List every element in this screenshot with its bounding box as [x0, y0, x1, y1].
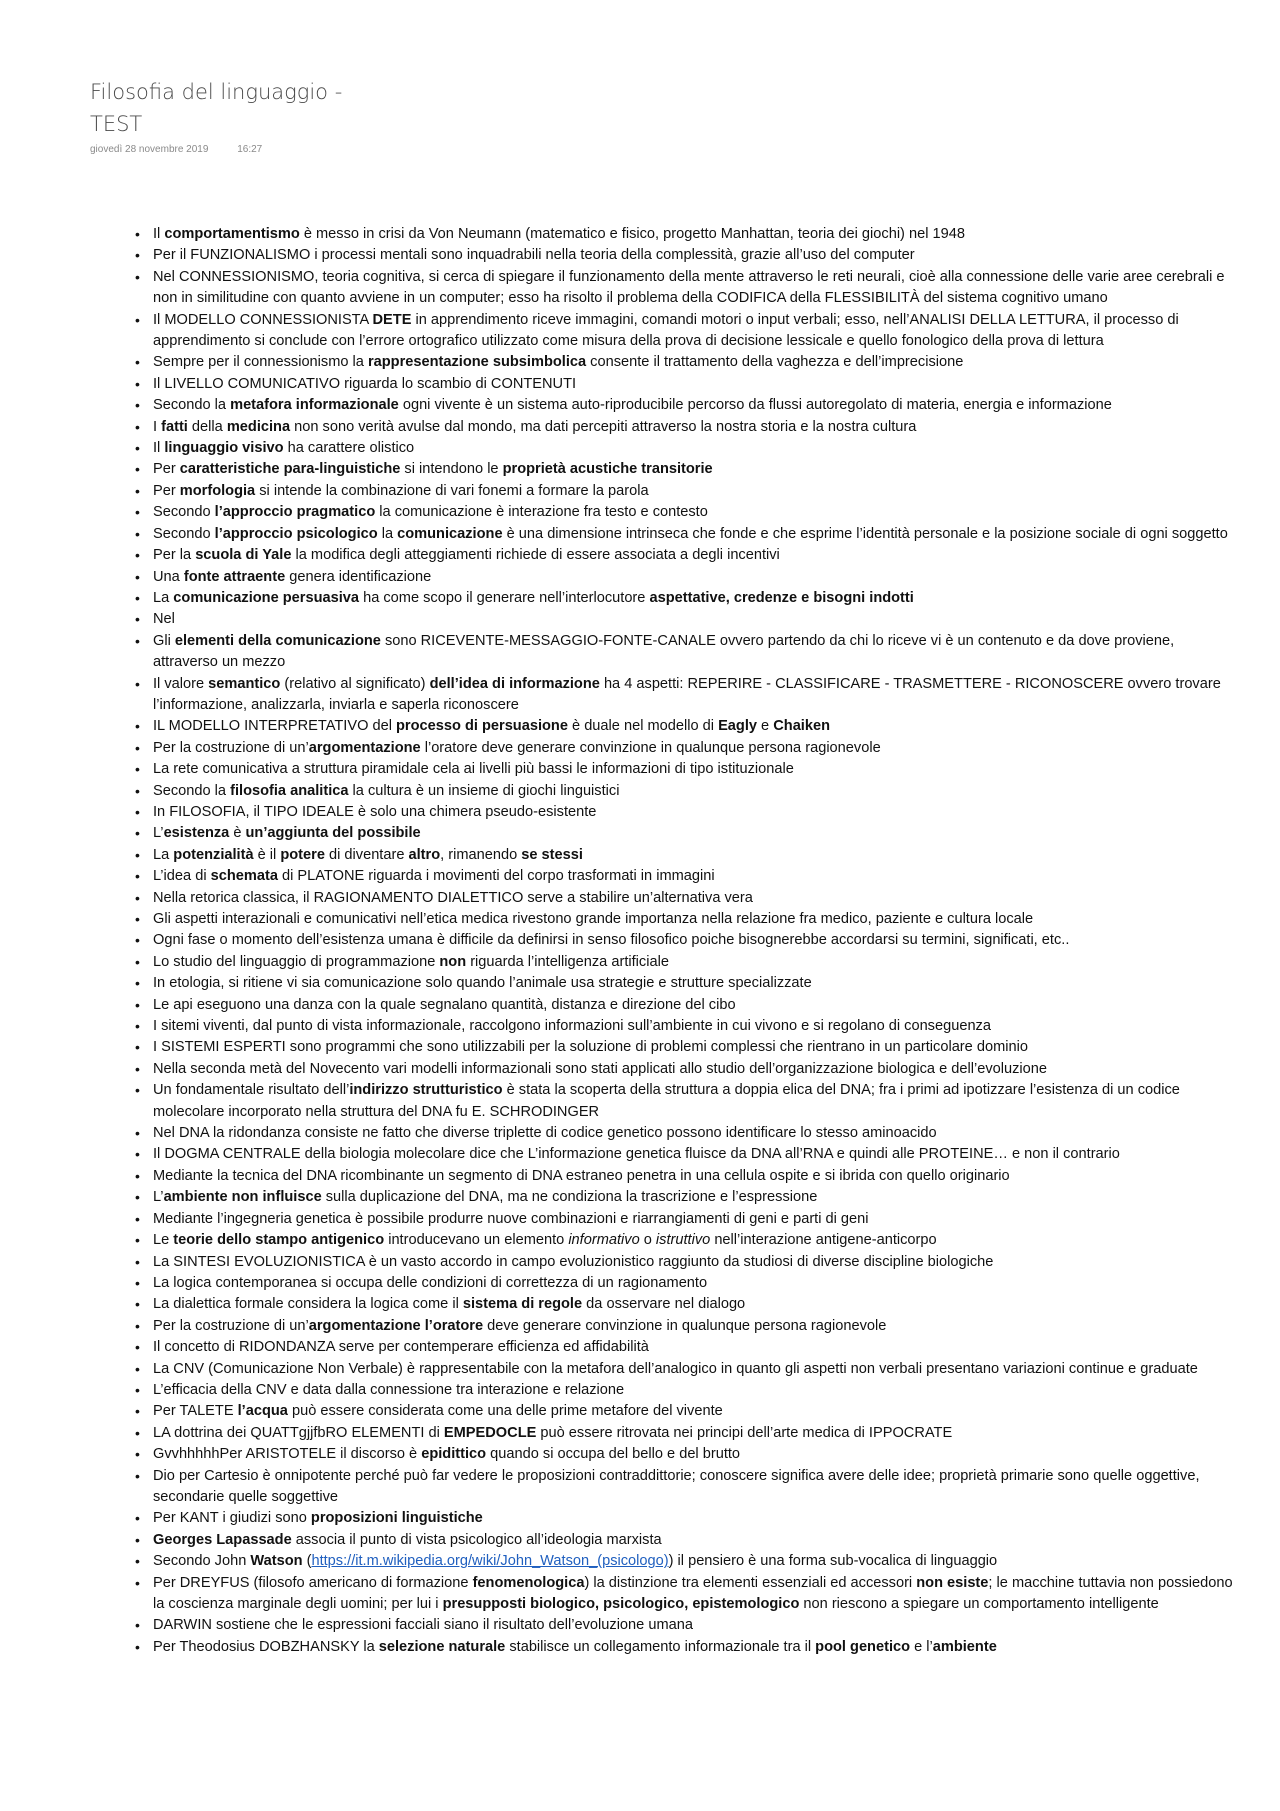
bold-text: rappresentazione subsimbolica: [367, 354, 587, 371]
notes-list: [135, 224, 1240, 1658]
note-text: La CNV (Comunicazione Non Verbale) è rappresentabile con la metafora dell’analogico in quanto gli aspetti non verbali presentano variazioni continue e graduate: [153, 1360, 1198, 1377]
note-item: [135, 1080, 1240, 1123]
note-text: Gli: [153, 632, 175, 649]
note-text: è una dimensione intrinseca che fonde e che esprime l’identità personale e la posizione sociale di ogni soggetto: [502, 525, 1228, 542]
note-text: può essere ritrovata nei principi dell’arte medica di IPPOCRATE: [536, 1424, 953, 1441]
note-item: [135, 1230, 1240, 1251]
note-text: Secondo: [153, 525, 215, 542]
note-text: genera identificazione: [285, 568, 432, 585]
bold-text: aspettative, credenze e bisogni indotti: [649, 589, 914, 606]
note-item: [135, 866, 1240, 887]
bold-text: ambiente non influisce: [163, 1189, 322, 1206]
note-text: L’: [153, 1189, 164, 1206]
page-title: Filosofia del linguaggio - TEST: [90, 80, 343, 136]
bold-text: non: [439, 953, 467, 970]
note-text: è duale nel modello di: [567, 718, 719, 735]
bold-text: elementi della comunicazione: [174, 632, 381, 649]
note-item: [135, 1466, 1240, 1509]
bold-text: medicina: [226, 418, 291, 435]
note-item: [135, 1016, 1240, 1037]
note-text: nell’interazione antigene-anticorpo: [710, 1232, 937, 1249]
note-text: Secondo: [153, 504, 215, 521]
bold-text: dell’idea di informazione: [429, 675, 600, 692]
bold-text: proposizioni linguistiche: [310, 1510, 483, 1527]
note-item: [135, 1294, 1240, 1315]
note-text: La SINTESI EVOLUZIONISTICA è un vasto accordo in campo evoluzionistico raggiunto da studiosi di diverse discipline biologiche: [153, 1253, 994, 1270]
bold-text: caratteristiche para-linguistiche: [179, 461, 401, 478]
note-item: [135, 1444, 1240, 1465]
note-item: [135, 1380, 1240, 1401]
bold-text: comunicazione: [397, 525, 503, 542]
note-text: La: [153, 589, 174, 606]
note-item: [135, 245, 1240, 266]
bold-text: teorie dello stampo antigenico: [173, 1232, 385, 1249]
note-text: Lo studio del linguaggio di programmazione: [153, 953, 440, 970]
note-item: [135, 1252, 1240, 1273]
note-time: 16:27: [237, 144, 263, 155]
bold-text: se stessi: [521, 846, 583, 863]
note-item: [135, 909, 1240, 930]
note-item: [135, 1551, 1240, 1572]
note-text: , rimanendo: [440, 846, 522, 863]
note-item: [135, 1573, 1240, 1616]
note-item: [135, 930, 1240, 951]
note-text: I SISTEMI ESPERTI sono programmi che sono utilizzabili per la soluzione di problemi complessi che rientrano in un particolare dominio: [153, 1039, 1028, 1056]
note-text: si intende la combinazione di vari fonemi a formare la parola: [255, 482, 649, 499]
note-text: è stata la scoperta della struttura a doppia elica del DNA; fra i primi ad ipotizzare l’esistenza di un codice molecolare incorporato nella struttura del DNA fu E. SCHRODINGER: [153, 1082, 1180, 1120]
note-text: Nel CONNESSIONISMO, teoria cognitiva, si cerca di spiegare il funzionamento della mente attraverso le reti neurali, cioè alla connessione delle varie aree cerebrali e non in similitudine con quanto avviene in un computer; esso ha risolto il problema della CODIFICA della FLESSIBILITÀ del sistema cognitivo umano: [153, 268, 1225, 307]
bold-text: potenzialità: [173, 846, 254, 863]
note-item: [135, 1166, 1240, 1187]
note-text: L’efficacia della CNV e data dalla connessione tra interazione e relazione: [153, 1381, 625, 1398]
bold-text: fatti: [161, 418, 188, 435]
note-item: [135, 1144, 1240, 1165]
note-item: [135, 224, 1240, 245]
note-text: Nella seconda metà del Novecento vari modelli informazionali sono stati applicati allo studio dell’organizzazione biologica e dell’evoluzione: [153, 1060, 1047, 1077]
bold-text: l’acqua: [237, 1403, 288, 1420]
note-text: non sono verità avulse dal mondo, ma dati percepiti attraverso la nostra storia e la nostra cultura: [290, 418, 917, 435]
note-item: [135, 1187, 1240, 1208]
note-text: Gli aspetti interazionali e comunicativi nell’etica medica rivestono grande importanza nella relazione fra medico, paziente e cultura locale: [153, 911, 1034, 927]
note-item: [135, 1637, 1240, 1658]
note-text: Per TALETE: [153, 1403, 238, 1420]
bold-text: un’aggiunta del possibile: [245, 825, 421, 842]
note-text: Per: [153, 482, 180, 499]
note-text: Per Theodosius DOBZHANSKY la: [153, 1638, 379, 1655]
note-text: o: [639, 1232, 656, 1249]
bold-text: argomentazione l’oratore: [308, 1317, 484, 1334]
italic-text: istruttivo: [655, 1232, 711, 1249]
bold-text: ambiente: [932, 1638, 997, 1655]
note-text: e: [757, 718, 774, 735]
note-text: I sitemi viventi, dal punto di vista informazionale, raccolgono informazioni sull’ambiente in cui vivono e si regolano di conseguenza: [153, 1018, 991, 1035]
note-item: [135, 374, 1240, 395]
note-item: [135, 973, 1240, 994]
note-timestamp: [90, 144, 262, 155]
note-item: [135, 1423, 1240, 1444]
note-text: Per KANT i giudizi sono: [153, 1510, 311, 1527]
note-text: Il valore: [153, 675, 209, 692]
note-text: Nel: [153, 611, 175, 628]
note-item: [135, 609, 1240, 630]
note-text: ha carattere olistico: [283, 440, 415, 457]
note-text: di PLATONE riguarda i movimenti del corpo trasformati in immagini: [277, 868, 715, 885]
wikipedia-link[interactable]: https://it.m.wikipedia.org/wiki/John_Watson_(psicologo): [311, 1553, 669, 1570]
note-text: associa il punto di vista psicologico all’ideologia marxista: [291, 1531, 662, 1548]
note-text: (relativo al significato): [280, 675, 430, 692]
note-text: quando si occupa del bello e del brutto: [486, 1446, 741, 1463]
note-item: [135, 738, 1240, 759]
note-item: [135, 781, 1240, 802]
note-text: Secondo la: [153, 782, 231, 799]
bold-text: scuola di Yale: [195, 547, 292, 564]
note-text: Il MODELLO CONNESSIONISTA: [153, 311, 373, 328]
note-text: stabilisce un collegamento informazionale tra il: [505, 1638, 816, 1655]
note-text: non riescono a spiegare un comportamento intelligente: [799, 1596, 1159, 1612]
note-text: ) il pensiero è una forma sub-vocalica di linguaggio: [668, 1553, 998, 1570]
note-item: [135, 1316, 1240, 1337]
note-text: L’idea di: [153, 868, 211, 885]
note-item: [135, 1530, 1240, 1551]
note-item: [135, 567, 1240, 588]
bold-text: potere: [280, 846, 325, 863]
bold-text: comunicazione persuasiva: [173, 589, 360, 606]
note-text: IL MODELLO INTERPRETATIVO del: [153, 718, 397, 735]
note-text: La rete comunicativa a struttura piramidale cela ai livelli più bassi le informazioni di tipo istituzionale: [153, 761, 794, 778]
note-item: [135, 1273, 1240, 1294]
note-item: [135, 1037, 1240, 1058]
note-text: ogni vivente è un sistema auto-riproducibile percorso da flussi autoregolato di materia, energia e informazione: [398, 397, 1112, 414]
note-text: LA dottrina dei QUATTgjjfbRO ELEMENTI di: [153, 1424, 444, 1441]
bold-text: selezione naturale: [378, 1638, 506, 1655]
note-text: Le api eseguono una danza con la quale segnalano quantità, distanza e direzione del cibo: [153, 996, 736, 1013]
note-text: Nella retorica classica, il RAGIONAMENTO DIALETTICO serve a stabilire un’alternativa vera: [153, 889, 753, 906]
note-text: Il concetto di RIDONDANZA serve per contemperare efficienza ed affidabilità: [153, 1339, 649, 1356]
note-item: [135, 417, 1240, 438]
note-item: [135, 524, 1240, 545]
note-text: Mediante la tecnica del DNA ricombinante un segmento di DNA estraneo penetra in una cellula ospite e si ibrida con quello originario: [153, 1167, 1010, 1184]
note-item: [135, 438, 1240, 459]
note-text: In FILOSOFIA, il TIPO IDEALE è solo una chimera pseudo-esistente: [153, 803, 597, 820]
note-text: GvvhhhhhPer ARISTOTELE il discorso è: [153, 1446, 422, 1463]
bold-text: presupposti biologico, psicologico, epistemologico: [442, 1596, 800, 1612]
note-text: L’: [153, 825, 164, 842]
note-text: ; le macchine tuttavia non possiedono la coscienza marginale degli uomini; per lui i: [153, 1574, 1233, 1612]
bold-text: morfologia: [179, 482, 256, 499]
note-text: Per DREYFUS (filosofo americano di formazione: [153, 1574, 473, 1591]
note-text: Secondo la: [153, 397, 231, 414]
note-text: La: [153, 846, 174, 863]
note-text: Per la: [153, 547, 196, 564]
note-text: DARWIN sostiene che le espressioni facciali siano il risultato dell’evoluzione umana: [153, 1617, 693, 1634]
note-text: Il DOGMA CENTRALE della biologia molecolare dice che L’informazione genetica fluisce da DNA all’RNA e quindi alle PROTEINE… e non il contrario: [153, 1146, 1120, 1163]
note-text: ha 4 aspetti: REPERIRE - CLASSIFICARE - TRASMETTERE - RICONOSCERE ovvero trovare l’informazione, analizzarla, inviarla e saperla riconoscere: [153, 675, 1221, 713]
note-text: è: [229, 825, 246, 842]
bold-text: argomentazione: [308, 739, 421, 756]
note-text: ) la distinzione tra elementi essenziali ed accessori: [584, 1574, 917, 1591]
note-item: [135, 845, 1240, 866]
bold-text: fonte attraente: [183, 568, 286, 585]
note-item: [135, 802, 1240, 823]
note-text: può essere considerata come una delle prime metafore del vivente: [287, 1403, 723, 1420]
bold-text: schemata: [210, 868, 278, 885]
note-text: Le: [153, 1232, 174, 1249]
note-date: giovedì 28 novembre 2019: [90, 144, 209, 155]
note-text: Per la costruzione di un’: [153, 739, 309, 756]
bold-text: processo di persuasione: [396, 718, 568, 735]
note-text: Secondo John: [153, 1553, 251, 1570]
bold-text: indirizzo strutturistico: [349, 1082, 503, 1099]
note-item: [135, 674, 1240, 717]
note-text: sono RICEVENTE-MESSAGGIO-FONTE-CANALE ovvero partendo da chi lo riceve vi è un contenuto e da dove proviene, attraverso un mezzo: [153, 632, 1175, 671]
note-text: Sempre per il connessionismo la: [153, 354, 368, 371]
bold-text: EMPEDOCLE: [443, 1424, 537, 1441]
note-item: [135, 545, 1240, 566]
note-text: consente il trattamento della vaghezza e dell’imprecisione: [586, 354, 964, 371]
bold-text: DETE: [372, 311, 412, 328]
note-text: l’oratore deve generare convinzione in qualunque persona ragionevole: [420, 739, 881, 756]
bold-text: l’approccio psicologico: [214, 525, 378, 542]
bold-text: pool genetico: [815, 1638, 911, 1655]
note-item: [135, 1337, 1240, 1358]
note-text: Dio per Cartesio è onnipotente perché può far vedere le proposizioni contraddittorie; conoscere significa avere delle idee; proprietà primarie sono quelle oggettive, secondarie quelle soggettive: [153, 1467, 1200, 1505]
note-text: sulla duplicazione del DNA, ma ne condiziona la trascrizione e l’espressione: [321, 1189, 818, 1206]
note-text: è il: [253, 846, 281, 863]
note-item: [135, 952, 1240, 973]
bold-text: Georges Lapassade: [153, 1531, 292, 1548]
bold-text: Watson: [250, 1553, 303, 1570]
note-text: Una: [153, 568, 184, 585]
bold-text: metafora informazionale: [230, 397, 399, 414]
note-text: deve generare convinzione in qualunque persona ragionevole: [483, 1317, 887, 1334]
note-text: Il: [153, 440, 165, 457]
bold-text: Chaiken: [773, 718, 831, 735]
bold-text: linguaggio visivo: [164, 440, 284, 457]
note-item: [135, 888, 1240, 909]
note-text: Per il FUNZIONALISMO i processi mentali sono inquadrabili nella teoria della complessità, grazie all’uso del computer: [153, 247, 915, 264]
note-text: la comunicazione è interazione fra testo e contesto: [375, 504, 708, 521]
bold-text: fenomenologica: [472, 1574, 585, 1591]
note-item: [135, 823, 1240, 844]
note-item: [135, 352, 1240, 373]
note-item: [135, 1209, 1240, 1230]
note-text: ha come scopo il generare nell’interlocutore: [359, 589, 650, 606]
note-text: Per la costruzione di un’: [153, 1317, 309, 1334]
bold-text: filosofia analitica: [230, 782, 349, 799]
note-text: Mediante l’ingegneria genetica è possibile produrre nuove combinazioni e riarrangiamenti di geni e parti di geni: [153, 1210, 869, 1227]
note-item: [135, 1123, 1240, 1144]
bold-text: esistenza: [163, 825, 230, 842]
note-item: [135, 1059, 1240, 1080]
note-item: [135, 502, 1240, 523]
note-text: della: [187, 418, 227, 435]
note-item: [135, 759, 1240, 780]
note-item: [135, 481, 1240, 502]
note-item: [135, 310, 1240, 353]
note-item: [135, 459, 1240, 480]
note-text: la: [377, 525, 398, 542]
bold-text: proprietà acustiche transitorie: [502, 461, 713, 478]
note-item: [135, 631, 1240, 674]
note-text: Per: [153, 461, 180, 478]
note-text: Ogni fase o momento dell’esistenza umana è difficile da definirsi in senso filosofico poiche bisognerebbe accordarsi su termini, significati, etc..: [153, 932, 1070, 949]
note-text: Il: [153, 226, 165, 242]
note-text: Il LIVELLO COMUNICATIVO riguarda lo scambio di CONTENUTI: [153, 375, 577, 392]
note-text: si intendono le: [400, 461, 503, 478]
note-item: [135, 995, 1240, 1016]
bold-text: sistema di regole: [462, 1296, 583, 1313]
note-text: I: [153, 418, 162, 435]
note-item: [135, 716, 1240, 737]
bold-text: semantico: [208, 675, 281, 692]
note-text: La logica contemporanea si occupa delle condizioni di correttezza di un ragionamento: [153, 1274, 708, 1291]
note-text: Nel DNA la ridondanza consiste ne fatto che diverse triplette di codice genetico possono identificare lo stesso aminoacido: [153, 1125, 937, 1142]
note-text: (: [302, 1553, 312, 1570]
note-text: di diventare: [324, 846, 409, 863]
bold-text: l’approccio pragmatico: [214, 504, 376, 521]
note-item: [135, 267, 1240, 310]
bold-text: comportamentismo: [164, 226, 300, 242]
note-item: [135, 395, 1240, 416]
note-item: [135, 1401, 1240, 1422]
note-item: [135, 1508, 1240, 1529]
note-text: In etologia, si ritiene vi sia comunicazione solo quando l’animale usa strategie e strutture specializzate: [153, 975, 812, 992]
note-text: è messo in crisi da Von Neumann (matematico e fisico, progetto Manhattan, teoria dei giochi) nel 1948: [299, 226, 965, 242]
note-text: la cultura è un insieme di giochi linguistici: [348, 782, 620, 799]
note-text: e l’: [910, 1638, 933, 1655]
note-text: riguarda l’intelligenza artificiale: [466, 953, 669, 970]
italic-text: informativo: [568, 1232, 640, 1249]
note-item: [135, 588, 1240, 609]
bold-text: epidittico: [421, 1446, 487, 1463]
note-text: La dialettica formale considera la logica come il: [153, 1296, 463, 1313]
note-text: la modifica degli atteggiamenti richiede di essere associata a degli incentivi: [291, 547, 780, 564]
note-text: Un fondamentale risultato dell’: [153, 1082, 350, 1099]
note-text: introducevano un elemento: [384, 1232, 569, 1249]
bold-text: altro: [408, 846, 441, 863]
bold-text: Eagly: [718, 718, 757, 735]
note-text: da osservare nel dialogo: [582, 1296, 746, 1313]
note-text: in apprendimento riceve immagini, comandi motori o input verbali; esso, nell’ANALISI DELLA LETTURA, il processo di apprendimento si conclude con l’errore ortografico utilizzato come misura della prova di decisione lessicale e quello fonologico della prova di lettura: [153, 311, 1179, 350]
bold-text: non esiste: [916, 1574, 989, 1591]
note-item: [135, 1359, 1240, 1380]
note-item: [135, 1615, 1240, 1636]
